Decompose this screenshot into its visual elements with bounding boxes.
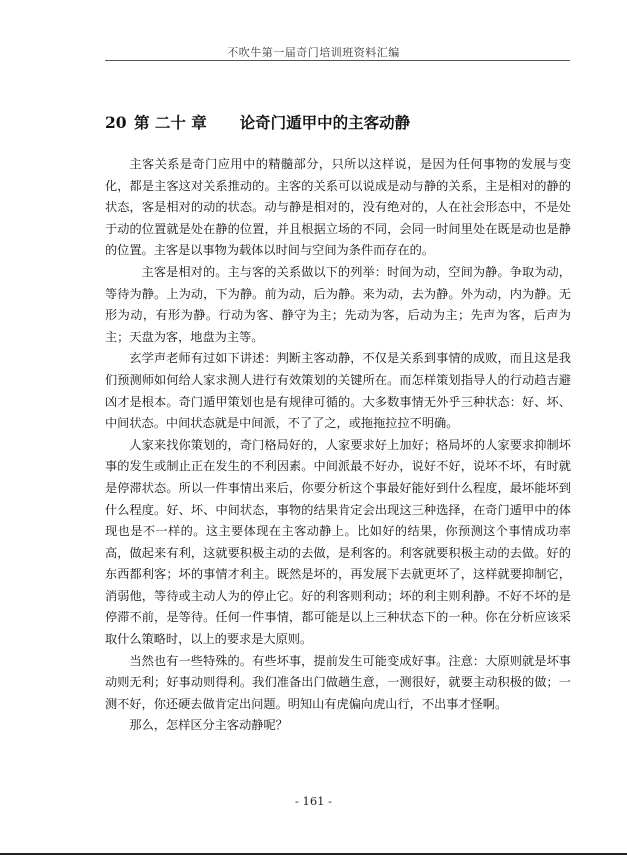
- running-header: 不吹牛第一届奇门培训班资料汇编: [227, 46, 400, 59]
- paragraph: 主客关系是奇门应用中的精髓部分，只所以这样说，是因为任何事物的发展与变化，都是主客这对关系推动的。主客的关系可以说成是动与静的关系，主是相对的静的状态，客是相对的动的状态。动与静是相对的，没有绝对的，人在社会形态中，不是处于动的位置就是处在静的位置，并且根据立场的不同，会同一时间里处在既是动也是静的位置。主客是以事物为载体以时间与空间为条件而存在的。: [105, 157, 571, 258]
- chapter-heading: [105, 111, 410, 133]
- paragraph: 主客是相对的。主与客的关系做以下的列举：时间为动，空间为静。争取为动，等待为静。上为动，下为静。前为动，后为静。来为动，去为静。外为动，内为静。无形为动，有形为静。行动为客、静守为主；先动为客，后动为主；先声为客，后声为主；天盘为客，地盘为主等。: [105, 264, 571, 344]
- bottom-edge-rule: [0, 853, 627, 855]
- chapter-title: 论奇门遁甲中的主客动静: [239, 113, 411, 132]
- paragraph: 玄学声老师有过如下讲述：判断主客动静，不仅是关系到事情的成败，而且这是我们预测师如何给人家求测人进行有效策划的关键所在。而怎样策划指导人的行动趋吉避凶才是根本。奇门遁甲策划也是有规律可循的。大多数事情无外乎三种状态：好、坏、中间状态。中间状态就是中间派，不了了之，或拖拖拉拉不明确。: [105, 351, 571, 431]
- paragraph: 那么，怎样区分主客动静呢？: [129, 718, 288, 733]
- paragraph: 人家来找你策划的，奇门格局好的，人家要求好上加好；格局坏的人家要求抑制坏事的发生或制止正在发生的不利因素。中间派最不好办，说好不好，说坏不坏，有时就是停滞状态。所以一件事情出来后，你要分析这个事最好能好到什么程度，最坏能坏到什么程度。好、坏、中间状态，事物的结果肯定会出现这三种选择，在奇门遁甲中的体现也是不一样的。这主要体现在主客动静上。比如好的结果，你预测这个事情成功率高，做起来有利，这就要积极主动的去做，是利客的。利客就要积极主动的去做。好的东西都利客；坏的事情才利主。既然是坏的，再发展下去就更坏了，这样就要抑制它，消弱他，等待或主动人为的停止它。好的利客则利动；坏的利主则利静。不好不坏的是停滞不前，是等待。任何一件事情，都可能是以上三种状态下的一种。你在分析应该采取什么策略时，以上的要求是大原则。: [105, 437, 571, 647]
- header-rule: [105, 60, 570, 61]
- chapter-label: 第 二十 章: [133, 113, 207, 132]
- chapter-number: 20: [105, 113, 127, 132]
- page-number: - 161 -: [294, 794, 333, 808]
- body-text: [105, 154, 571, 737]
- paragraph: 当然也有一些特殊的。有些坏事，提前发生可能变成好事。注意：大原则就是坏事动则无利；好事动则得利。我们准备出门做趟生意，一测很好，就要主动积极的做；一测不好，你还硬去做肯定出问题。明知山有虎偏向虎山行，不出事才怪啊。: [105, 653, 571, 711]
